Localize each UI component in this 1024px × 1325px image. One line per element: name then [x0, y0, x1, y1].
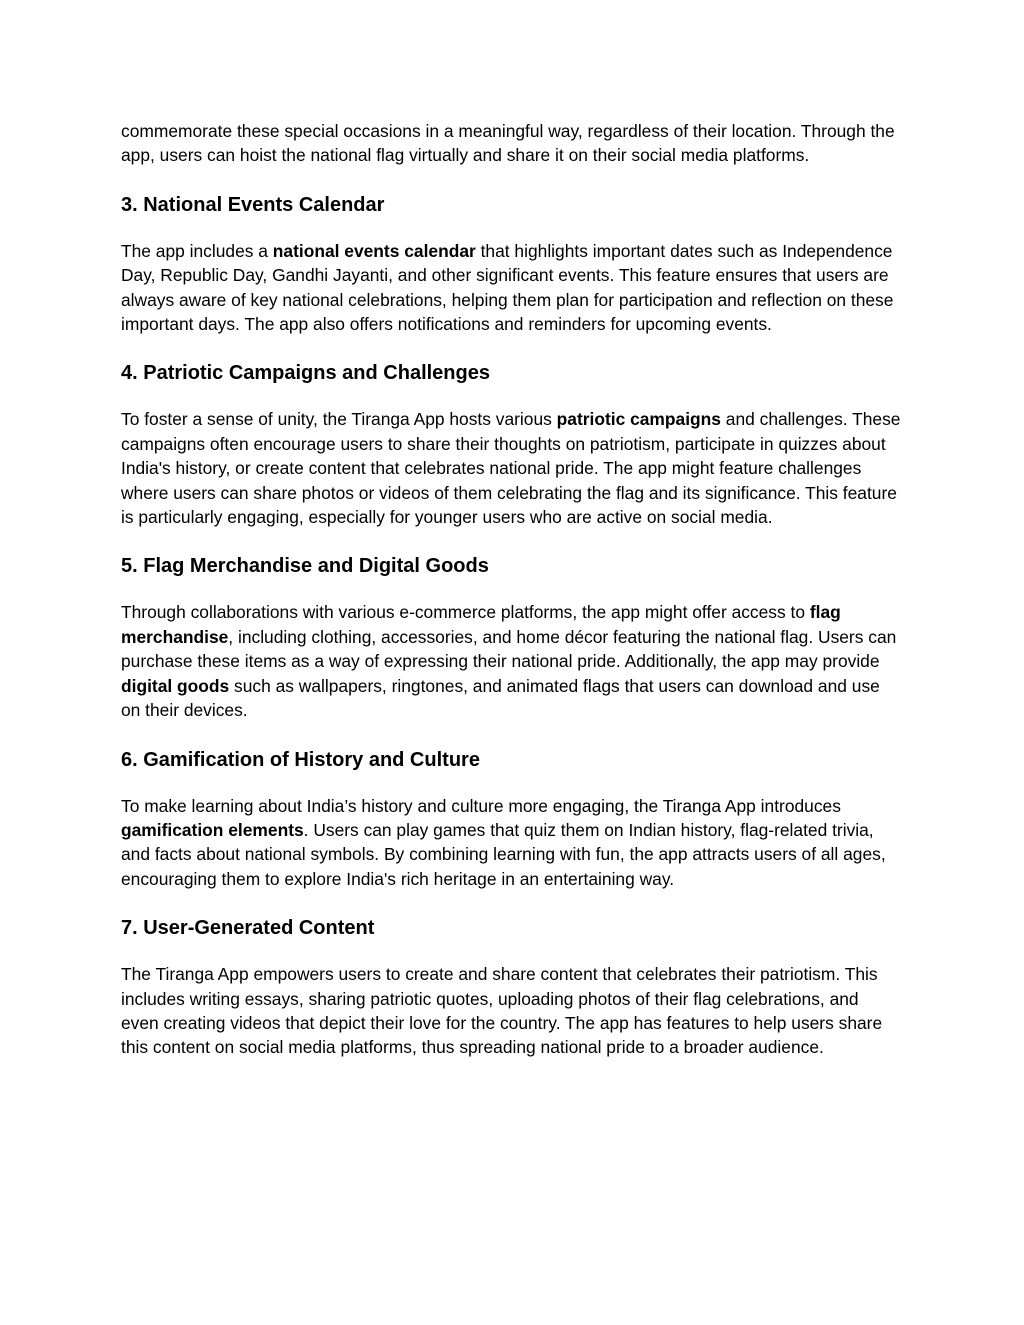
section-paragraph-national-events-calendar	[121, 239, 901, 337]
section-heading-national-events-calendar: 3. National Events Calendar	[121, 193, 385, 216]
section-paragraph-gamification	[121, 794, 901, 892]
intro-paragraph: commemorate these special occasions in a meaningful way, regardless of their location. Through the app, users can hoist the national flag virtually and share it on their social media platforms.	[121, 121, 895, 166]
section-paragraph-patriotic-campaigns	[121, 407, 901, 529]
section-paragraph-user-generated-content: The Tiranga App empowers users to create and share content that celebrates their patriotism. This includes writing essays, sharing patriotic quotes, uploading photos of their flag celebrations, and even creating videos that depict their love for the country. The app has features to help users share this content on social media platforms, thus spreading national pride to a broader audience.	[121, 964, 883, 1058]
text-run: , including clothing, accessories, and home décor featuring the national flag. Users can purchase these items as a way of expressing their national pride. Additionally, the app may provide	[121, 626, 897, 672]
bold-term: national events calendar	[272, 240, 476, 261]
bold-term: patriotic campaigns	[556, 409, 721, 430]
text-run: Through collaborations with various e-commerce platforms, the app might offer access to	[121, 602, 810, 623]
text-run: such as wallpapers, ringtones, and animated flags that users can download and use on their devices.	[121, 675, 880, 721]
section-heading-gamification: 6. Gamification of History and Culture	[121, 748, 480, 771]
text-run: To make learning about India’s history and culture more engaging, the Tiranga App introduces	[121, 795, 841, 816]
text-run: The app includes a	[121, 240, 273, 261]
section-heading-patriotic-campaigns: 4. Patriotic Campaigns and Challenges	[121, 362, 490, 385]
section-heading-user-generated-content: 7. User-Generated Content	[121, 917, 375, 940]
text-run: . Users can play games that quiz them on Indian history, flag-related trivia, and facts about national symbols. By combining learning with fun, the app attracts users of all ages, encouraging them to explore India's rich heritage in an entertaining way.	[121, 819, 886, 889]
text-run: and challenges. These campaigns often encourage users to share their thoughts on patriotism, participate in quizzes about India's history, or create content that celebrates national pride. The app might feature challenges where users can share photos or videos of them celebrating the flag and its significance. This feature is particularly engaging, especially for younger users who are active on social media.	[121, 409, 901, 528]
bold-term: gamification elements	[121, 819, 304, 840]
bold-term: digital goods	[121, 675, 230, 696]
section-paragraph-flag-merchandise	[121, 600, 901, 722]
text-run: that highlights important dates such as Independence Day, Republic Day, Gandhi Jayanti, and other significant events. This feature ensures that users are always aware of key national celebrations, helping them plan for participation and reflection on these important days. The app also offers notifications and reminders for upcoming events.	[121, 240, 894, 335]
text-run: To foster a sense of unity, the Tiranga App hosts various	[121, 409, 557, 430]
document-page	[121, 119, 901, 1060]
section-heading-flag-merchandise: 5. Flag Merchandise and Digital Goods	[121, 555, 489, 578]
bold-term: flag merchandise	[121, 602, 841, 647]
